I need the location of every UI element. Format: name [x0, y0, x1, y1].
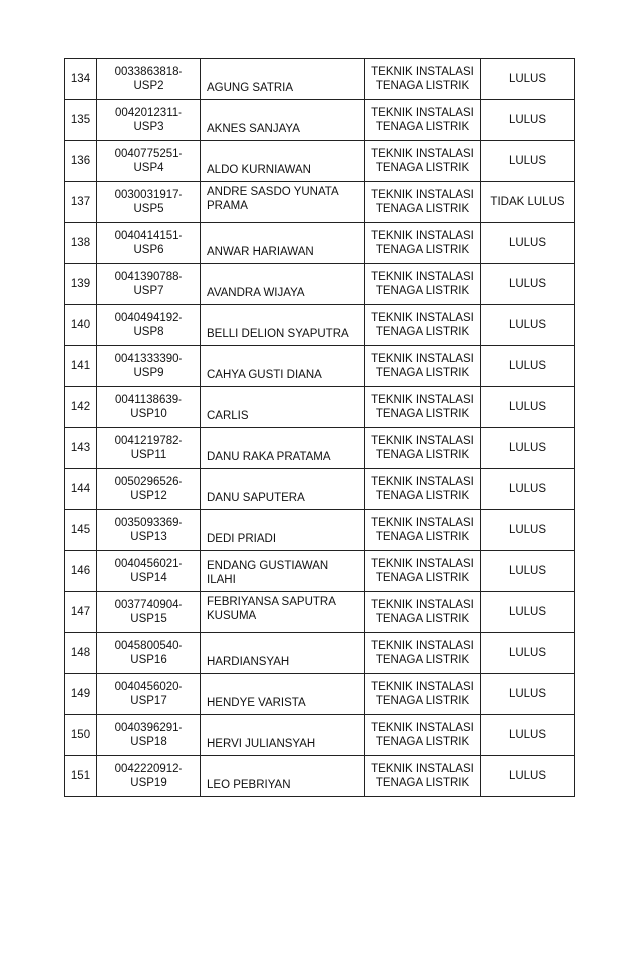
student-name-cell	[201, 223, 365, 264]
program-line1: TEKNIK INSTALASI	[371, 517, 474, 529]
result-cell: LULUS	[481, 264, 575, 305]
program-line1: TEKNIK INSTALASI	[371, 230, 474, 242]
student-id-part1: 0045800540-	[114, 640, 183, 652]
row-number: 148	[65, 633, 97, 674]
program-cell	[365, 264, 481, 305]
program-line1: TEKNIK INSTALASI	[371, 435, 474, 447]
program-line1: TEKNIK INSTALASI	[371, 763, 474, 775]
program-cell	[365, 387, 481, 428]
student-id-part2: USP9	[133, 367, 164, 379]
student-id-part2: USP4	[133, 162, 164, 174]
result-cell: LULUS	[481, 592, 575, 633]
program-line2: TENAGA LISTRIK	[375, 80, 470, 92]
student-name: ANDRE SASDO YUNATA PRAMA	[207, 186, 339, 212]
row-number: 136	[65, 141, 97, 182]
student-id-part2: USP6	[133, 244, 164, 256]
student-name: DANU SAPUTERA	[207, 492, 305, 504]
program-cell	[365, 674, 481, 715]
program-cell	[365, 346, 481, 387]
program-line1: TEKNIK INSTALASI	[371, 66, 474, 78]
student-name: CAHYA GUSTI DIANA	[207, 369, 322, 381]
program-line1: TEKNIK INSTALASI	[371, 271, 474, 283]
student-name: ALDO KURNIAWAN	[207, 164, 311, 176]
student-id-cell	[97, 756, 201, 797]
student-id-part2: USP11	[130, 449, 167, 461]
program-cell	[365, 510, 481, 551]
program-line1: TEKNIK INSTALASI	[371, 722, 474, 734]
row-number: 150	[65, 715, 97, 756]
student-id-part1: 0037740904-	[114, 599, 183, 611]
student-name: ENDANG GUSTIAWAN ILAHI	[207, 560, 329, 586]
student-id-cell	[97, 510, 201, 551]
student-name: HERVI JULIANSYAH	[207, 738, 316, 750]
row-number: 139	[65, 264, 97, 305]
program-cell	[365, 551, 481, 592]
program-cell	[365, 715, 481, 756]
row-number: 151	[65, 756, 97, 797]
student-name-cell	[201, 674, 365, 715]
program-line2: TENAGA LISTRIK	[375, 490, 470, 502]
student-name-cell	[201, 715, 365, 756]
student-id-cell	[97, 674, 201, 715]
student-id-part1: 0040494192-	[114, 312, 183, 324]
program-line1: TEKNIK INSTALASI	[371, 312, 474, 324]
student-id-cell	[97, 715, 201, 756]
student-id-cell	[97, 469, 201, 510]
program-line1: TEKNIK INSTALASI	[371, 476, 474, 488]
table-row	[65, 592, 575, 633]
student-id-part1: 0041333390-	[114, 353, 183, 365]
result-cell: LULUS	[481, 428, 575, 469]
student-name: CARLIS	[207, 410, 249, 422]
table-row	[65, 100, 575, 141]
student-id-part1: 0035093369-	[114, 517, 183, 529]
result-cell: LULUS	[481, 756, 575, 797]
result-cell: TIDAK LULUS	[481, 182, 575, 223]
program-line2: TENAGA LISTRIK	[375, 285, 470, 297]
student-id-part2: USP15	[130, 613, 167, 625]
program-cell	[365, 469, 481, 510]
table-row	[65, 387, 575, 428]
student-id-cell	[97, 141, 201, 182]
student-id-part2: USP3	[133, 121, 164, 133]
student-name: LEO PEBRIYAN	[207, 779, 291, 791]
student-id-cell	[97, 182, 201, 223]
student-id-part1: 0042012311-	[115, 107, 182, 119]
result-cell: LULUS	[481, 469, 575, 510]
program-line2: TENAGA LISTRIK	[375, 654, 470, 666]
student-name: ANWAR HARIAWAN	[207, 246, 314, 258]
student-id-part2: USP14	[130, 572, 167, 584]
student-id-cell	[97, 387, 201, 428]
program-cell	[365, 428, 481, 469]
program-line1: TEKNIK INSTALASI	[371, 681, 474, 693]
row-number: 137	[65, 182, 97, 223]
student-name: DANU RAKA PRATAMA	[207, 451, 331, 463]
student-name-cell	[201, 633, 365, 674]
program-cell	[365, 59, 481, 100]
row-number: 145	[65, 510, 97, 551]
student-id-part1: 0033863818-	[114, 66, 183, 78]
student-name-cell	[201, 551, 365, 592]
row-number: 138	[65, 223, 97, 264]
student-id-part2: USP18	[130, 736, 167, 748]
student-id-part1: 0040456021-	[114, 558, 183, 570]
program-cell	[365, 592, 481, 633]
program-line2: TENAGA LISTRIK	[375, 121, 470, 133]
program-line2: TENAGA LISTRIK	[375, 326, 470, 338]
student-id-cell	[97, 428, 201, 469]
table-row	[65, 223, 575, 264]
table-row	[65, 428, 575, 469]
student-id-part1: 0040396291-	[114, 722, 183, 734]
program-line2: TENAGA LISTRIK	[375, 244, 470, 256]
student-id-cell	[97, 633, 201, 674]
student-id-part1: 0042220912-	[114, 763, 183, 775]
student-name-cell	[201, 100, 365, 141]
result-cell: LULUS	[481, 510, 575, 551]
program-cell	[365, 305, 481, 346]
program-cell	[365, 141, 481, 182]
student-id-part1: 0041138639-	[115, 394, 182, 406]
student-id-part2: USP19	[130, 777, 167, 789]
program-cell	[365, 633, 481, 674]
student-name: DEDI PRIADI	[207, 533, 277, 545]
student-id-cell	[97, 223, 201, 264]
table-row	[65, 633, 575, 674]
student-id-part2: USP12	[130, 490, 167, 502]
student-id-cell	[97, 264, 201, 305]
program-line1: TEKNIK INSTALASI	[371, 640, 474, 652]
table-row	[65, 59, 575, 100]
student-name: HARDIANSYAH	[207, 656, 290, 668]
table-row	[65, 674, 575, 715]
program-cell	[365, 100, 481, 141]
table-row	[65, 469, 575, 510]
student-results-table	[64, 58, 575, 797]
program-line2: TENAGA LISTRIK	[375, 408, 470, 420]
table-row	[65, 551, 575, 592]
student-id-part1: 0041219782-	[114, 435, 183, 447]
student-name: AVANDRA WIJAYA	[207, 287, 305, 299]
program-line1: TEKNIK INSTALASI	[371, 189, 474, 201]
student-id-part2: USP5	[133, 203, 164, 215]
student-name: AGUNG SATRIA	[207, 82, 294, 94]
row-number: 144	[65, 469, 97, 510]
table-row	[65, 264, 575, 305]
table-row	[65, 141, 575, 182]
result-cell: LULUS	[481, 715, 575, 756]
student-id-cell	[97, 551, 201, 592]
result-cell: LULUS	[481, 305, 575, 346]
student-name-cell	[201, 387, 365, 428]
row-number: 135	[65, 100, 97, 141]
student-id-cell	[97, 346, 201, 387]
student-id-part2: USP7	[133, 285, 164, 297]
student-name-cell	[201, 305, 365, 346]
student-id-part2: USP16	[130, 654, 167, 666]
row-number: 149	[65, 674, 97, 715]
student-name-cell	[201, 756, 365, 797]
row-number: 141	[65, 346, 97, 387]
result-cell: LULUS	[481, 141, 575, 182]
student-name-cell	[201, 510, 365, 551]
result-cell: LULUS	[481, 633, 575, 674]
student-name-cell	[201, 592, 365, 633]
program-line1: TEKNIK INSTALASI	[371, 148, 474, 160]
student-id-part2: USP8	[133, 326, 164, 338]
student-id-part1: 0041390788-	[114, 271, 183, 283]
student-name: AKNES SANJAYA	[207, 123, 300, 135]
result-cell: LULUS	[481, 674, 575, 715]
program-line1: TEKNIK INSTALASI	[371, 107, 474, 119]
row-number: 134	[65, 59, 97, 100]
program-line2: TENAGA LISTRIK	[375, 572, 470, 584]
student-id-part2: USP17	[130, 695, 167, 707]
student-id-part1: 0040775251-	[114, 148, 183, 160]
row-number: 142	[65, 387, 97, 428]
table-row	[65, 510, 575, 551]
student-id-cell	[97, 100, 201, 141]
program-line2: TENAGA LISTRIK	[375, 449, 470, 461]
program-line2: TENAGA LISTRIK	[375, 162, 470, 174]
table-row	[65, 346, 575, 387]
student-id-cell	[97, 305, 201, 346]
table-row	[65, 756, 575, 797]
student-name-cell	[201, 182, 365, 223]
program-line1: TEKNIK INSTALASI	[371, 353, 474, 365]
program-line2: TENAGA LISTRIK	[375, 531, 470, 543]
student-id-part1: 0040414151-	[114, 230, 183, 242]
table-row	[65, 182, 575, 223]
program-line2: TENAGA LISTRIK	[375, 695, 470, 707]
student-name-cell	[201, 141, 365, 182]
student-name-cell	[201, 59, 365, 100]
program-line1: TEKNIK INSTALASI	[371, 599, 474, 611]
row-number: 143	[65, 428, 97, 469]
student-name: FEBRIYANSA SAPUTRA KUSUMA	[207, 596, 336, 622]
student-name-cell	[201, 346, 365, 387]
student-id-part2: USP2	[133, 80, 164, 92]
student-name-cell	[201, 264, 365, 305]
result-cell: LULUS	[481, 551, 575, 592]
row-number: 147	[65, 592, 97, 633]
program-cell	[365, 182, 481, 223]
student-name-cell	[201, 428, 365, 469]
row-number: 140	[65, 305, 97, 346]
student-name-cell	[201, 469, 365, 510]
result-cell: LULUS	[481, 387, 575, 428]
program-line2: TENAGA LISTRIK	[375, 367, 470, 379]
program-line2: TENAGA LISTRIK	[375, 736, 470, 748]
student-name: HENDYE VARISTA	[207, 697, 306, 709]
student-id-cell	[97, 592, 201, 633]
program-cell	[365, 223, 481, 264]
student-id-cell	[97, 59, 201, 100]
program-line2: TENAGA LISTRIK	[375, 613, 470, 625]
program-line1: TEKNIK INSTALASI	[371, 394, 474, 406]
student-name: BELLI DELION SYAPUTRA	[207, 328, 349, 340]
result-cell: LULUS	[481, 346, 575, 387]
program-line1: TEKNIK INSTALASI	[371, 558, 474, 570]
result-cell: LULUS	[481, 59, 575, 100]
result-cell: LULUS	[481, 100, 575, 141]
program-line2: TENAGA LISTRIK	[375, 777, 470, 789]
program-cell	[365, 756, 481, 797]
student-id-part2: USP13	[130, 531, 167, 543]
table-row	[65, 305, 575, 346]
table-row	[65, 715, 575, 756]
row-number: 146	[65, 551, 97, 592]
student-id-part2: USP10	[130, 408, 167, 420]
result-cell: LULUS	[481, 223, 575, 264]
student-id-part1: 0030031917-	[114, 189, 183, 201]
student-id-part1: 0050296526-	[114, 476, 183, 488]
student-id-part1: 0040456020-	[114, 681, 183, 693]
table-body	[65, 59, 575, 797]
program-line2: TENAGA LISTRIK	[375, 203, 470, 215]
